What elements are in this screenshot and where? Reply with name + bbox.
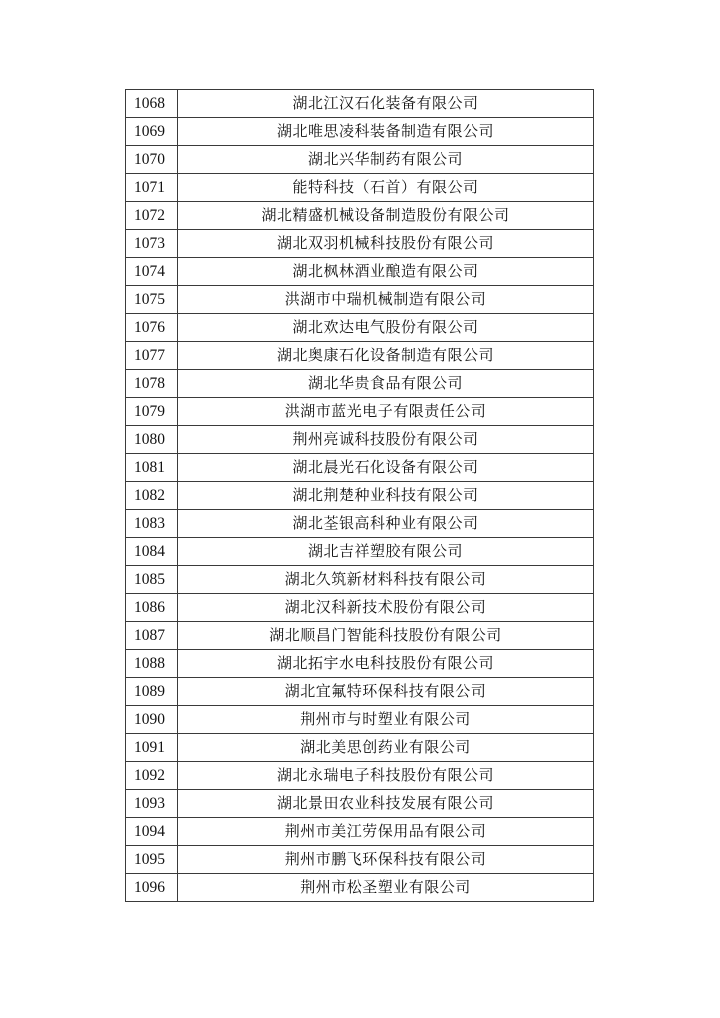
row-number-cell: 1079: [126, 398, 178, 426]
company-list-table: [125, 89, 594, 902]
company-name-cell: 洪湖市蓝光电子有限责任公司: [178, 398, 594, 426]
company-name-cell: 湖北唯思凌科装备制造有限公司: [178, 118, 594, 146]
company-name-cell: 荆州市松圣塑业有限公司: [178, 874, 594, 902]
row-number-cell: 1093: [126, 790, 178, 818]
table-row: [126, 874, 594, 902]
table-row: [126, 594, 594, 622]
row-number-cell: 1077: [126, 342, 178, 370]
row-number-cell: 1089: [126, 678, 178, 706]
company-name-cell: 湖北荃银高科种业有限公司: [178, 510, 594, 538]
company-name-cell: 湖北精盛机械设备制造股份有限公司: [178, 202, 594, 230]
company-name-cell: 湖北枫林酒业酿造有限公司: [178, 258, 594, 286]
row-number-cell: 1081: [126, 454, 178, 482]
table-row: [126, 90, 594, 118]
row-number-cell: 1095: [126, 846, 178, 874]
table-row: [126, 398, 594, 426]
table-row: [126, 846, 594, 874]
company-name-cell: 荆州市美江劳保用品有限公司: [178, 818, 594, 846]
row-number-cell: 1087: [126, 622, 178, 650]
row-number-cell: 1091: [126, 734, 178, 762]
company-name-cell: 湖北荆楚种业科技有限公司: [178, 482, 594, 510]
company-name-cell: 湖北兴华制药有限公司: [178, 146, 594, 174]
table-row: [126, 706, 594, 734]
company-name-cell: 湖北永瑞电子科技股份有限公司: [178, 762, 594, 790]
table-row: [126, 678, 594, 706]
company-name-cell: 湖北景田农业科技发展有限公司: [178, 790, 594, 818]
table-row: [126, 426, 594, 454]
company-name-cell: 湖北顺昌门智能科技股份有限公司: [178, 622, 594, 650]
company-name-cell: 湖北汉科新技术股份有限公司: [178, 594, 594, 622]
table-row: [126, 202, 594, 230]
company-name-cell: 湖北欢达电气股份有限公司: [178, 314, 594, 342]
row-number-cell: 1070: [126, 146, 178, 174]
company-name-cell: 荆州亮诚科技股份有限公司: [178, 426, 594, 454]
table-row: [126, 538, 594, 566]
table-row: [126, 314, 594, 342]
company-name-cell: 湖北久筑新材料科技有限公司: [178, 566, 594, 594]
row-number-cell: 1086: [126, 594, 178, 622]
table-row: [126, 258, 594, 286]
row-number-cell: 1073: [126, 230, 178, 258]
company-name-cell: 湖北江汉石化装备有限公司: [178, 90, 594, 118]
table-row: [126, 230, 594, 258]
table-row: [126, 146, 594, 174]
table-row: [126, 370, 594, 398]
table-row: [126, 510, 594, 538]
row-number-cell: 1078: [126, 370, 178, 398]
table-row: [126, 174, 594, 202]
row-number-cell: 1094: [126, 818, 178, 846]
company-name-cell: 湖北宜氟特环保科技有限公司: [178, 678, 594, 706]
table-row: [126, 118, 594, 146]
table-body: [126, 90, 594, 902]
row-number-cell: 1068: [126, 90, 178, 118]
row-number-cell: 1080: [126, 426, 178, 454]
row-number-cell: 1072: [126, 202, 178, 230]
row-number-cell: 1074: [126, 258, 178, 286]
table-row: [126, 454, 594, 482]
table-row: [126, 650, 594, 678]
table-row: [126, 342, 594, 370]
company-name-cell: 洪湖市中瑞机械制造有限公司: [178, 286, 594, 314]
row-number-cell: 1090: [126, 706, 178, 734]
table-row: [126, 622, 594, 650]
company-name-cell: 湖北美思创药业有限公司: [178, 734, 594, 762]
table-row: [126, 734, 594, 762]
row-number-cell: 1076: [126, 314, 178, 342]
row-number-cell: 1083: [126, 510, 178, 538]
company-name-cell: 荆州市鹏飞环保科技有限公司: [178, 846, 594, 874]
table-row: [126, 818, 594, 846]
company-name-cell: 湖北吉祥塑胶有限公司: [178, 538, 594, 566]
company-name-cell: 湖北奥康石化设备制造有限公司: [178, 342, 594, 370]
row-number-cell: 1096: [126, 874, 178, 902]
company-name-cell: 湖北拓宇水电科技股份有限公司: [178, 650, 594, 678]
row-number-cell: 1085: [126, 566, 178, 594]
table-row: [126, 286, 594, 314]
row-number-cell: 1088: [126, 650, 178, 678]
row-number-cell: 1069: [126, 118, 178, 146]
company-name-cell: 湖北华贵食品有限公司: [178, 370, 594, 398]
company-name-cell: 湖北晨光石化设备有限公司: [178, 454, 594, 482]
company-name-cell: 能特科技（石首）有限公司: [178, 174, 594, 202]
row-number-cell: 1084: [126, 538, 178, 566]
row-number-cell: 1082: [126, 482, 178, 510]
company-name-cell: 荆州市与时塑业有限公司: [178, 706, 594, 734]
table-row: [126, 762, 594, 790]
row-number-cell: 1075: [126, 286, 178, 314]
table-row: [126, 482, 594, 510]
row-number-cell: 1071: [126, 174, 178, 202]
table-row: [126, 566, 594, 594]
company-name-cell: 湖北双羽机械科技股份有限公司: [178, 230, 594, 258]
row-number-cell: 1092: [126, 762, 178, 790]
table-row: [126, 790, 594, 818]
